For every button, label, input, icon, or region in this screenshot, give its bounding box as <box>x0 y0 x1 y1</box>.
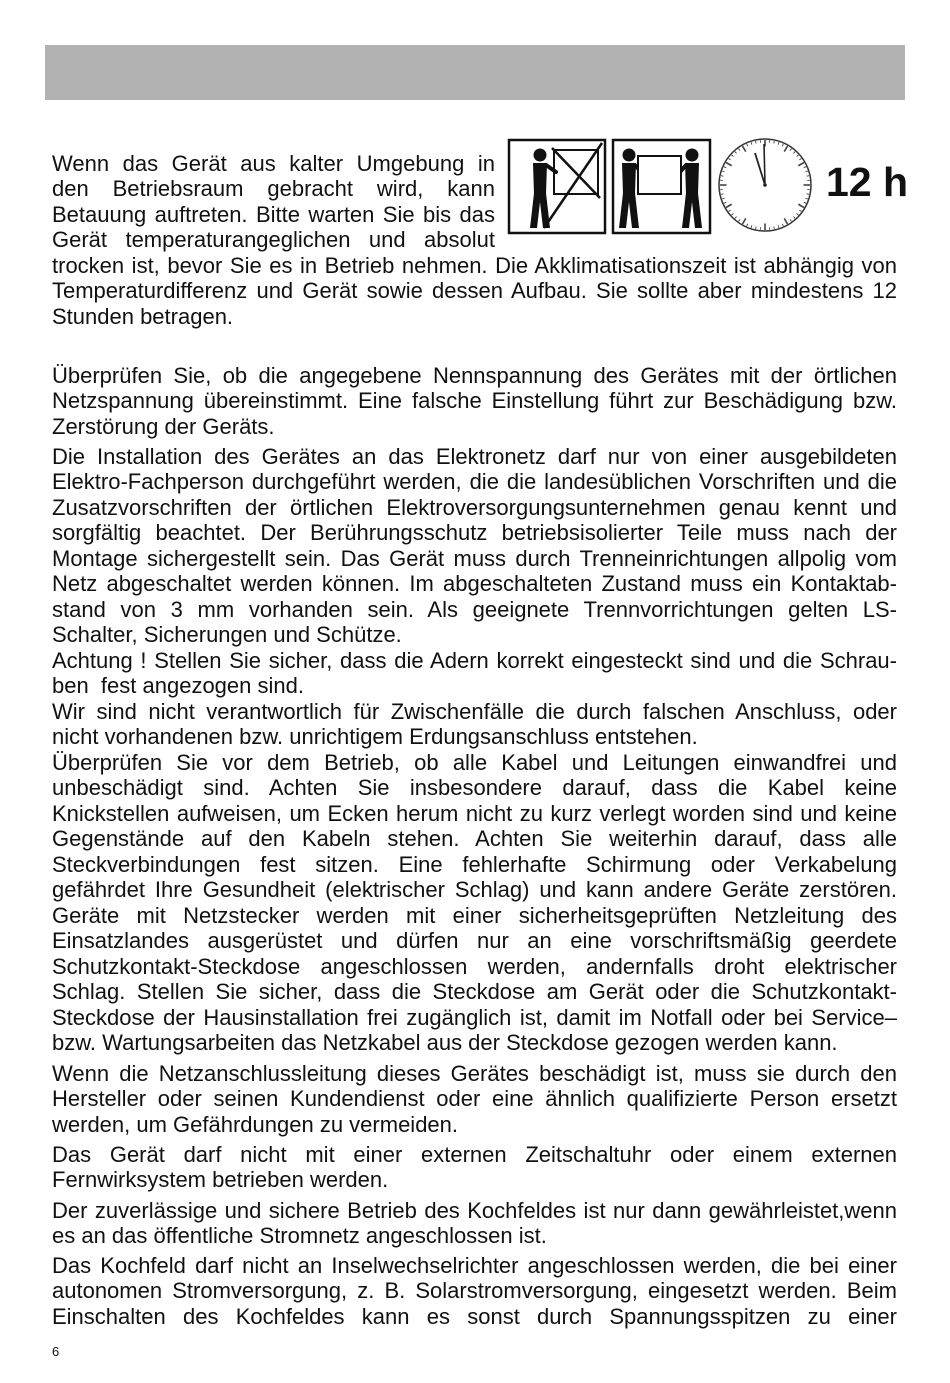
paragraph-no-timer <box>52 1142 897 1193</box>
text-line: autonomen Stromversorgung, z. B. Solarstromversorgung, eingesetzt werden. Beim <box>52 1278 897 1303</box>
text-line: Fernwirksystem betrieben werden. <box>52 1167 389 1192</box>
paragraph-liability <box>52 699 897 750</box>
text-line: Gegenstände auf den Kabeln stehen. Achten Sie weiterhin darauf, dass alle <box>52 826 897 851</box>
text-line: nicht vorhandenen bzw. unrichtigem Erdungsanschluss entstehen. <box>52 724 698 749</box>
text-line: Das Gerät darf nicht mit einer externen Zeitschaltuhr oder einem externen <box>52 1141 897 1167</box>
paragraph-acclimatization <box>52 151 897 330</box>
text-line: Überprüfen Sie, ob die angegebene Nennspannung des Gerätes mit der örtlichen <box>52 362 897 388</box>
text-line: Wenn das Gerät aus kalter Umgebung in <box>52 150 495 176</box>
duration-label: 12 h <box>826 159 909 205</box>
text-line: Steckverbindungen fest sitzen. Eine fehlerhafte Schirmung oder Verkabelung <box>52 851 897 877</box>
clock-minute-tick <box>774 141 775 143</box>
text-line: Das Kochfeld darf nicht an Inselwechselrichter angeschlossen werden, die bei einer <box>52 1252 897 1278</box>
text-line: den Betriebsraum gebracht wird, kann <box>52 176 495 201</box>
paragraph-warning-wiring <box>52 648 897 699</box>
text-line: Elektro-Fachperson durchgeführt werden, die die landesüblichen Vorschriften und die <box>52 469 897 494</box>
text-line: werden, um Gefährdungen zu vermeiden. <box>52 1111 459 1137</box>
text-line: bzw. Wartungsarbeiten das Netzkabel aus der Steckdose gezogen werden kann. <box>52 1030 838 1055</box>
text-line: Achtung ! Stellen Sie sicher, dass die Adern korrekt eingesteckt sind und die Schrau- <box>52 647 897 673</box>
text-line: Netzspannung übereinstimmt. Eine falsche Einstellung führt zur Beschädigung bzw. <box>52 388 897 413</box>
text-line: Zusatzvorschriften der örtlichen Elektroversorgungsunternehmen genau kennt und <box>52 494 897 520</box>
text-line: Betauung auftreten. Bitte warten Sie bis das <box>52 201 495 227</box>
header-bar <box>45 45 905 100</box>
text-line: Schutzkontakt-Steckdose angeschlossen werden, andernfalls droht elektrischer <box>52 953 897 979</box>
text-line: unbeschädigt sind. Achten Sie insbesondere darauf, dass die Kabel keine <box>52 775 897 800</box>
text-line: ben fest angezogen sind. <box>52 673 304 698</box>
paragraph-public-grid <box>52 1198 897 1249</box>
text-line: Netz abgeschaltet werden können. Im abgeschalteten Zustand muss ein Kontaktab- <box>52 571 897 596</box>
text-line: Geräte mit Netzstecker werden mit einer sicherheitsgeprüften Netzleitung des <box>52 902 897 928</box>
paragraph-island-inverter <box>52 1253 897 1330</box>
text-line: Stunden betragen. <box>52 303 234 329</box>
text-line: Montage sichergestellt sein. Das Gerät muss durch Trenneinrichtungen allpolig vom <box>52 545 897 571</box>
text-line: Schalter, Sicherungen und Schütze. <box>52 622 402 647</box>
text-line: Einschalten des Kochfeldes kann es sonst durch Spannungsspitzen zu einer <box>52 1303 897 1329</box>
text-line: gefährdet Ihre Gesundheit (elektrischer Schlag) und kann andere Geräte zerstören. <box>52 877 897 902</box>
text-line: es an das öffentliche Stromnetz angeschlossen ist. <box>52 1223 547 1248</box>
text-line: Wir sind nicht verantwortlich für Zwischenfälle die durch falschen Anschluss, oder <box>52 698 897 724</box>
text-line: trocken ist, bevor Sie es in Betrieb nehmen. Die Akklimatisationszeit ist abhängig von <box>52 252 897 278</box>
text-line: Einsatzlandes ausgerüstet und dürfen nur an eine vorschriftsmäßig geerdete <box>52 928 897 953</box>
paragraph-cable-check <box>52 750 897 1056</box>
text-line: Steckdose der Hausinstallation frei zugänglich ist, damit im Notfall oder bei Service– <box>52 1004 897 1030</box>
text-line: stand von 3 mm vorhanden sein. Als geeignete Trennvorrichtungen gelten LS- <box>52 596 897 622</box>
paragraph-voltage-check <box>52 363 897 440</box>
text-line: Hersteller oder seinen Kundendienst oder eine ähnlich qualifizierte Person ersetzt <box>52 1086 897 1111</box>
text-line: Zerstörung der Geräts. <box>52 413 275 439</box>
text-line: Überprüfen Sie vor dem Betrieb, ob alle Kabel und Leitungen einwandfrei und <box>52 749 897 775</box>
text-line: Die Installation des Gerätes an das Elektronetz darf nur von einer ausgebildeten <box>52 443 897 469</box>
clock-minute-tick <box>756 141 757 143</box>
paragraph-power-cord-replacement <box>52 1061 897 1138</box>
text-line: Der zuverlässige und sichere Betrieb des Kochfeldes ist nur dann gewährleistet,wenn <box>52 1197 897 1223</box>
page-number: 6 <box>52 1344 60 1359</box>
text-line: Schlag. Stellen Sie sicher, dass die Steckdose am Gerät oder die Schutzkontakt- <box>52 979 897 1004</box>
paragraph-installation <box>52 444 897 648</box>
text-line: Knickstellen aufweisen, um Ecken herum nicht zu kurz verlegt worden sind und keine <box>52 800 897 826</box>
text-line: sorgfältig beachtet. Der Berührungsschutz betriebsisolierter Teile muss nach der <box>52 520 897 545</box>
text-line: Gerät temperaturangeglichen und absolut <box>52 227 495 252</box>
text-line: Temperaturdifferenz und Gerät sowie dessen Aufbau. Sie sollte aber mindestens 12 <box>52 278 897 303</box>
text-line: Wenn die Netzanschlussleitung dieses Gerätes beschädigt ist, muss sie durch den <box>52 1060 897 1086</box>
